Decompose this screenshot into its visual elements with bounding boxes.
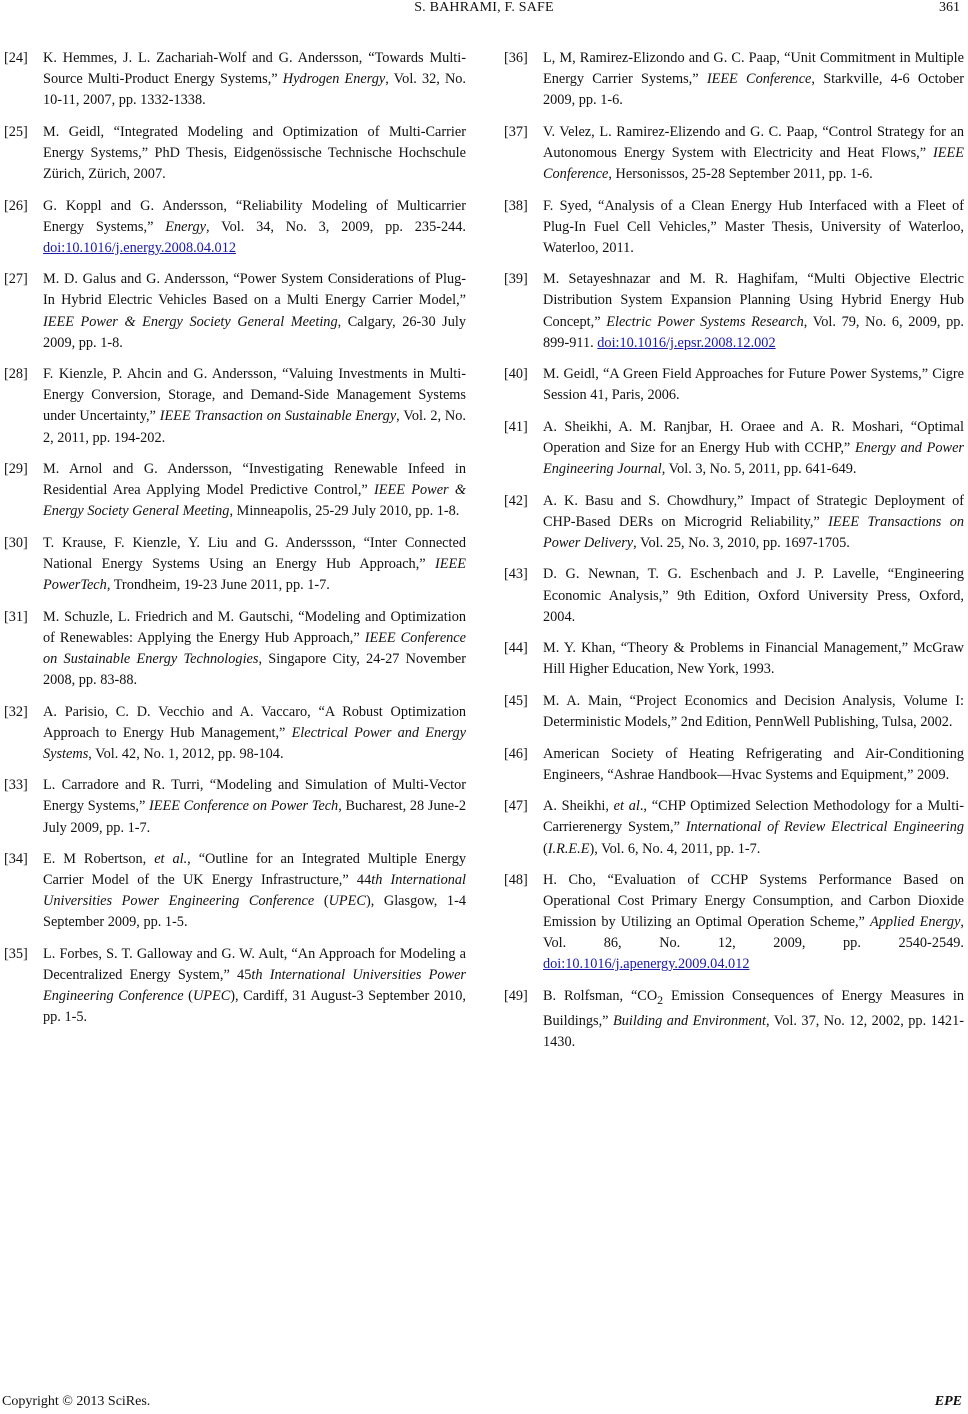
page-number: 361	[939, 0, 960, 15]
italic-title: IEEE Power & Energy Society General Meeting	[43, 313, 338, 330]
reference-entry	[504, 744, 964, 786]
italic-title: Hydrogen Energy	[282, 71, 386, 88]
reference-number: [31]	[4, 608, 28, 625]
reference-text	[43, 702, 466, 765]
reference-text	[543, 364, 964, 406]
reference-text-run: M. D. Galus and G. Andersson, “Power System Considerations of Plug-In Hybrid Electric Vehicles Based on a Multi Energy Carrier Model,”	[43, 271, 466, 309]
reference-text	[43, 459, 466, 522]
reference-text-run: A. Sheikhi,	[543, 798, 614, 815]
reference-text	[43, 775, 466, 838]
reference-number: [44]	[504, 640, 528, 657]
reference-text-run: T. Krause, F. Kienzle, Y. Liu and G. Anderssson, “Inter Connected National Energy Systems Using an Energy Hub Approach,”	[43, 534, 466, 572]
reference-text	[43, 48, 466, 111]
reference-number: [38]	[504, 197, 528, 214]
reference-number: [28]	[4, 366, 28, 383]
reference-entry	[504, 48, 964, 111]
reference-entry	[4, 122, 466, 185]
reference-text	[43, 607, 466, 691]
reference-text	[543, 491, 964, 554]
reference-entry	[504, 122, 964, 185]
italic-title: IEEE Conference on Sustainable Energy Technologies	[43, 629, 466, 667]
reference-text-run: D. G. Newnan, T. G. Eschenbach and J. P. Lavelle, “Engineering Economic Analysis,” 9th Edition, Oxford University Press, Oxford, 2004.	[543, 566, 964, 625]
reference-text-run: , Bucharest, 28 June-2 July 2009, pp. 1-7.	[43, 798, 467, 836]
reference-text-run: A. Parisio, C. D. Vecchio and A. Vaccaro, “A Robust Optimization Approach to Energy Hub Management,”	[43, 703, 466, 741]
reference-text	[543, 564, 964, 627]
reference-entry	[504, 691, 964, 733]
reference-text-run: F. Kienzle, P. Ahcin and G. Andersson, “Valuing Investments in Multi-Energy Conversion, Storage, and Demand-Side Management Systems under Uncertainty,”	[43, 366, 466, 425]
reference-number: [48]	[504, 872, 528, 889]
running-head-authors: S. BAHRAMI, F. SAFE	[414, 0, 554, 15]
reference-text-run: G. Koppl and G. Andersson, “Reliability Modeling of Multicarrier Energy Systems,”	[43, 197, 466, 235]
reference-text-run: M. Y. Khan, “Theory & Problems in Financial Management,” McGraw Hill Higher Education, New York, 1993.	[543, 640, 964, 678]
reference-number: [42]	[504, 492, 528, 509]
reference-text	[543, 417, 964, 480]
reference-entry	[504, 491, 964, 554]
reference-number: [27]	[4, 271, 28, 288]
reference-number: [33]	[4, 777, 28, 794]
reference-text-run: (	[543, 840, 548, 857]
page-footer	[0, 1394, 968, 1414]
reference-entry	[4, 269, 466, 353]
italic-title: IEEE Power & Energy Society General Meeting	[43, 482, 466, 520]
reference-text	[43, 269, 466, 353]
reference-text-run: B. Rolfsman, “CO	[543, 988, 658, 1005]
reference-text	[43, 533, 466, 596]
italic-title: IEEE Conference on Power Tech	[149, 798, 339, 815]
subscript: 2	[657, 992, 664, 1007]
reference-text-run: ), Vol. 6, No. 4, 2011, pp. 1-7.	[589, 840, 761, 857]
reference-number: [46]	[504, 745, 528, 762]
reference-text-run: , Vol. 3, No. 5, 2011, pp. 641-649.	[661, 461, 857, 478]
italic-title: et al.	[154, 851, 188, 868]
reference-number: [41]	[504, 418, 528, 435]
reference-number: [47]	[504, 798, 528, 815]
reference-entry	[504, 638, 964, 680]
reference-entry	[504, 269, 964, 353]
italic-title: th International Universities Power Engineering Conference	[43, 872, 466, 910]
reference-text-run: Emission Consequences of Energy Measures in Buildings,”	[543, 988, 964, 1030]
reference-text	[43, 849, 466, 933]
reference-text-run: (	[183, 988, 193, 1005]
copyright-notice: Copyright © 2013 SciRes.	[2, 1394, 151, 1409]
reference-number: [24]	[4, 50, 28, 66]
reference-text-run: ), Cardiff, 31 August-3 September 2010, pp. 1-5.	[43, 988, 467, 1026]
doi-link[interactable]: doi:10.1016/j.epsr.2008.12.002	[597, 334, 776, 351]
italic-title: IEEE Conference	[706, 71, 812, 88]
reference-text-run: ., “CHP Optimized Selection Methodology for a Multi-Carrierenergy System,”	[543, 798, 964, 836]
reference-text	[543, 269, 964, 353]
reference-text-run: F. Syed, “Analysis of a Clean Energy Hub Interfaced with a Fleet of Plug-In Fuel Cell Vehicles,” Master Thesis, University of Waterloo, Waterloo, 2011.	[543, 197, 964, 256]
reference-entry	[4, 364, 466, 448]
reference-text-run: , Minneapolis, 25-29 July 2010, pp. 1-8.	[229, 503, 460, 520]
reference-text	[43, 122, 466, 185]
reference-entry	[4, 48, 466, 111]
reference-text-run: , Vol. 2, No. 2, 2011, pp. 194-202.	[43, 408, 466, 446]
italic-title: Building and Environment	[613, 1013, 766, 1030]
italic-title: th International Universities Power Engineering Conference	[43, 967, 466, 1005]
reference-text-run: H. Cho, “Evaluation of CCHP Systems Performance Based on Operational Cost Primary Energy Consumption, and Carbon Dioxide Emission by Utilizing an Optimal Operation Scheme,”	[543, 872, 964, 931]
reference-entry	[504, 986, 964, 1053]
reference-text-run: M. Arnol and G. Andersson, “Investigating Renewable Infeed in Residential Area Applying Model Predictive Control,”	[43, 461, 466, 499]
italic-title: Applied Energy	[870, 914, 961, 931]
reference-entry	[504, 417, 964, 480]
italic-title: UPEC	[192, 988, 231, 1005]
reference-text-run: L. Forbes, S. T. Galloway and G. W. Ault, “An Approach for Modeling a Decentralized Energy System,” 45	[43, 945, 466, 984]
reference-text-run: V. Velez, L. Ramirez-Elizendo and G. C. Paap, “Control Strategy for an Autonomous Energy System with Electricity and Heat Flows,”	[543, 123, 964, 161]
italic-title: International of Review Electrical Engineering	[685, 819, 964, 836]
page-header	[0, 0, 968, 20]
reference-number: [37]	[504, 123, 528, 140]
reference-text-run: , Vol. 32, No. 10-11, 2007, pp. 1332-1338.	[43, 71, 466, 109]
reference-entry	[504, 796, 964, 859]
italic-title: I.R.E.E	[547, 840, 590, 857]
reference-text-run: M. Setayeshnazar and M. R. Haghifam, “Multi Objective Electric Distribution System Expansion Planning Using Hybrid Energy Hub Concept,”	[543, 271, 964, 330]
reference-text	[543, 796, 964, 859]
reference-entry	[4, 944, 466, 1028]
reference-text-run: , Trondheim, 19-23 June 2011, pp. 1-7.	[106, 577, 330, 594]
reference-text	[543, 986, 964, 1053]
reference-text	[543, 48, 964, 111]
reference-text-run: M. Geidl, “A Green Field Approaches for Future Power Systems,” Cigre Session 41, Paris, 2006.	[543, 366, 964, 404]
reference-text	[543, 196, 964, 259]
italic-title: Energy	[165, 218, 206, 235]
reference-number: [40]	[504, 366, 528, 383]
reference-text-run: M. Geidl, “Integrated Modeling and Optimization of Multi-Carrier Energy Systems,” PhD Thesis, Eidgenössische Technische Hochschule Zürich, Zürich, 2007.	[43, 123, 466, 182]
reference-entry	[504, 364, 964, 406]
reference-text	[43, 196, 466, 259]
italic-title: IEEE PowerTech	[43, 555, 466, 594]
reference-entry	[4, 607, 466, 691]
reference-text-run: L. Carradore and R. Turri, “Modeling and Simulation of Multi-Vector Energy Systems,”	[43, 777, 466, 815]
reference-text-run: , Vol. 86, No. 12, 2009, pp. 2540-2549.	[543, 914, 964, 952]
reference-text-run: M. A. Main, “Project Economics and Decision Analysis, Volume I: Deterministic Models,” 2nd Edition, PennWell Publishing, Tulsa, 2002.	[543, 692, 964, 731]
reference-entry	[504, 870, 964, 975]
italic-title: Electric Power Systems Research	[606, 313, 804, 330]
reference-number: [43]	[504, 566, 528, 583]
journal-abbreviation: EPE	[934, 1394, 962, 1409]
italic-title: Electrical Power and Energy Systems	[43, 724, 466, 762]
reference-entry	[4, 459, 466, 522]
reference-number: [29]	[4, 461, 28, 478]
reference-entry	[4, 849, 466, 933]
reference-entry	[4, 196, 466, 259]
references-left-column	[4, 48, 466, 1039]
reference-text-run: , “Outline for an Integrated Multiple Energy Carrier Model of the UK Energy Infrastructure,” 44	[43, 851, 467, 889]
reference-entry	[4, 702, 466, 765]
reference-text-run: , Singapore City, 24-27 November 2008, pp. 83-88.	[43, 650, 467, 688]
reference-number: [45]	[504, 692, 528, 709]
italic-title: IEEE Transaction on Sustainable Energy	[159, 408, 397, 425]
italic-title: UPEC	[328, 893, 366, 910]
reference-entry	[504, 196, 964, 259]
reference-text	[543, 122, 964, 185]
reference-text-run: M. Schuzle, L. Friedrich and M. Gautschi, “Modeling and Optimization of Renewables: Applying the Energy Hub Approach,”	[43, 608, 466, 646]
reference-text-run: (	[314, 893, 329, 910]
reference-number: [35]	[4, 945, 28, 962]
reference-number: [39]	[504, 271, 528, 288]
reference-text-run: , Hersonissos, 25-28 September 2011, pp. 1-6.	[608, 165, 873, 182]
italic-title: IEEE Conference	[543, 144, 964, 182]
italic-title: Energy and Power Engineering Journal	[543, 440, 964, 478]
reference-text	[543, 691, 964, 733]
reference-number: [30]	[4, 534, 28, 551]
doi-link[interactable]: doi:10.1016/j.apenergy.2009.04.012	[543, 956, 750, 973]
reference-number: [49]	[504, 988, 528, 1005]
reference-text-run: , Vol. 42, No. 1, 2012, pp. 98-104.	[88, 745, 284, 762]
reference-entry	[4, 533, 466, 596]
italic-title: et al	[613, 798, 640, 815]
reference-text-run: A. K. Basu and S. Chowdhury,” Impact of Strategic Deployment of CHP-Based DERs on Microgrid Reliability,”	[543, 492, 964, 530]
references-right-column	[504, 48, 964, 1064]
reference-text-run: , Vol. 79, No. 6, 2009, pp. 899-911.	[543, 313, 964, 351]
reference-number: [26]	[4, 197, 28, 214]
reference-text-run: L, M, Ramirez-Elizondo and G. C. Paap, “Unit Commitment in Multiple Energy Carrier Systems,”	[543, 50, 964, 88]
reference-entry	[4, 775, 466, 838]
reference-text-run: K. Hemmes, J. L. Zachariah-Wolf and G. Andersson, “Towards Multi-Source Multi-Product Energy Systems,”	[43, 50, 466, 88]
reference-text	[543, 638, 964, 680]
reference-text-run: ), Glasgow, 1-4 September 2009, pp. 1-5.	[43, 893, 466, 931]
italic-title: IEEE Transactions on Power Delivery	[543, 513, 965, 551]
reference-text	[543, 870, 964, 975]
reference-text-run: , Vol. 37, No. 12, 2002, pp. 1421-1430.	[543, 1013, 964, 1051]
reference-number: [34]	[4, 851, 28, 868]
reference-text	[43, 364, 466, 448]
reference-text-run: A. Sheikhi, A. M. Ranjbar, H. Oraee and A. R. Moshari, “Optimal Operation and Size for an Energy Hub with CCHP,”	[543, 418, 964, 456]
reference-number: [36]	[504, 50, 528, 66]
reference-number: [32]	[4, 703, 28, 720]
doi-link[interactable]: doi:10.1016/j.energy.2008.04.012	[43, 239, 236, 256]
reference-text	[43, 944, 466, 1028]
reference-entry	[504, 564, 964, 627]
reference-text-run: , Calgary, 26-30 July 2009, pp. 1-8.	[43, 313, 467, 351]
reference-text-run: , Vol. 25, No. 3, 2010, pp. 1697-1705.	[633, 534, 850, 551]
reference-text-run: E. M Robertson,	[43, 851, 155, 868]
reference-number: [25]	[4, 123, 28, 140]
reference-text-run: American Society of Heating Refrigerating and Air-Conditioning Engineers, “Ashrae Handbook—Hvac Systems and Equipment,” 2009.	[543, 745, 964, 783]
reference-text-run: , Vol. 34, No. 3, 2009, pp. 235-244.	[205, 218, 466, 235]
reference-text	[543, 744, 964, 786]
reference-text-run: , Starkville, 4-6 October 2009, pp. 1-6.	[543, 71, 964, 109]
